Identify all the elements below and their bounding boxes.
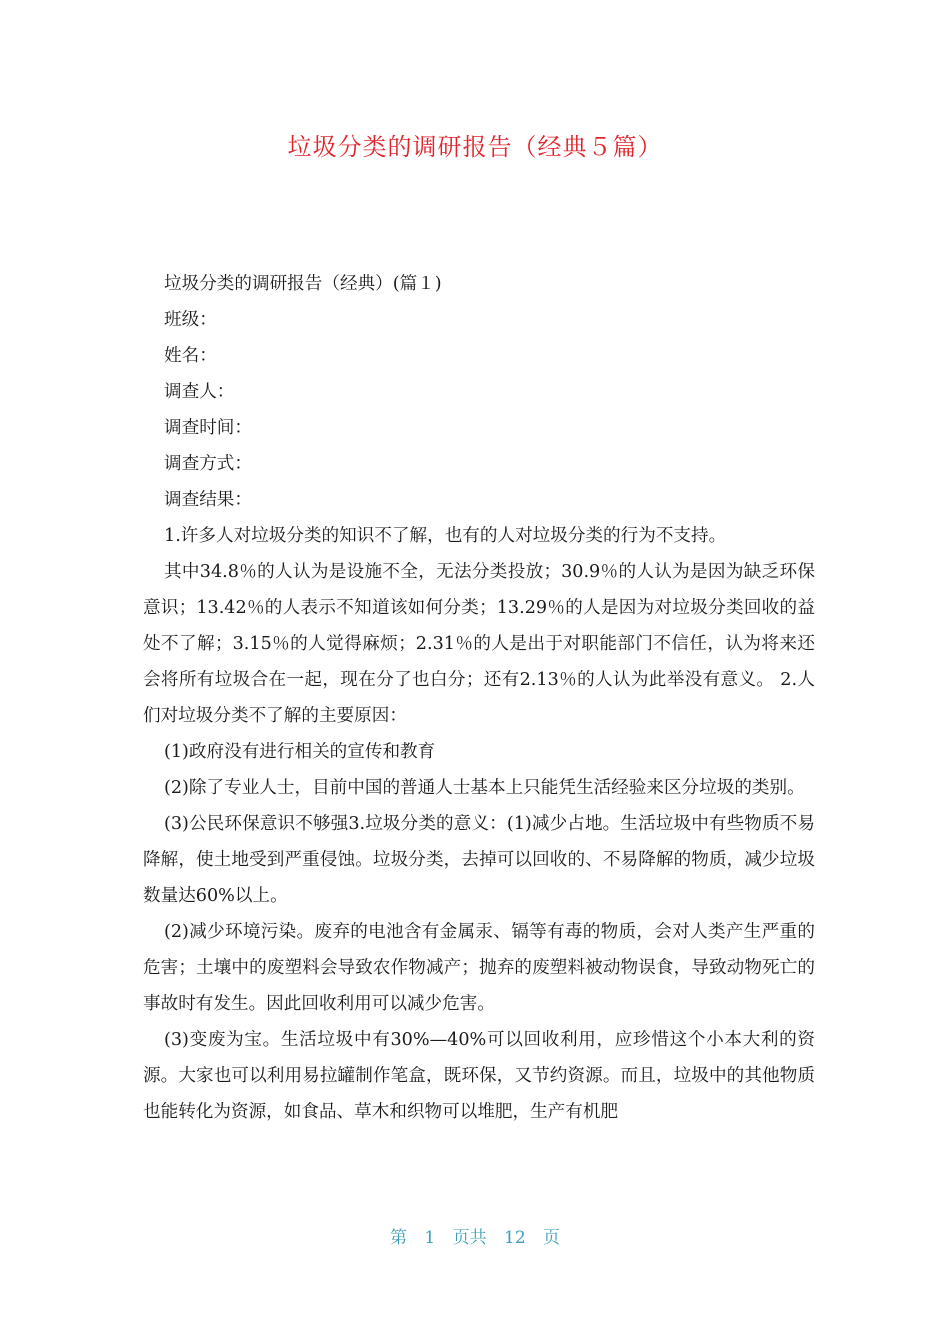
page-footer: [0, 1226, 950, 1250]
paragraph-statistics: 其中34.8％的人认为是设施不全，无法分类投放；30.9％的人认为是因为缺乏环保意识；13.42％的人表示不知道该如何分类；13.29％的人是因为对垃圾分类回收的益处不了解；3.15％的人觉得麻烦；2.31％的人是出于对职能部门不信任，认为将来还会将所有垃圾合在一起，现在分了也白分；还有2.13％的人认为此举没有意义。 2.人们对垃圾分类不了解的主要原因：: [143, 562, 815, 726]
field-investigator: 调查人：: [164, 382, 235, 402]
field-name: 姓名：: [164, 346, 217, 366]
field-class: 班级：: [164, 310, 217, 330]
document-body: [143, 266, 815, 1130]
document-title: 垃圾分类的调研报告（经典５篇）: [287, 133, 663, 161]
footer-total-pages: 12: [504, 1228, 526, 1248]
paragraph-reason-1: (1)政府没有进行相关的宣传和教育: [164, 742, 436, 762]
paragraph-meaning-3: (3)变废为宝。生活垃圾中有30%—40%可以回收利用，应珍惜这个小本大利的资源。大家也可以利用易拉罐制作笔盒，既环保，又节约资源。而且，垃圾中的其他物质也能转化为资源，如食品、草木和织物可以堆肥，生产有机肥: [143, 1030, 815, 1122]
footer-label-end: 页: [543, 1228, 561, 1248]
paragraph-finding-1: 1.许多人对垃圾分类的知识不了解，也有的人对垃圾分类的行为不支持。: [164, 526, 727, 546]
section-heading: 垃圾分类的调研报告（经典）(篇１): [164, 274, 442, 294]
footer-label-total: 页共: [452, 1228, 487, 1248]
paragraph-reason-3: (3)公民环保意识不够强3.垃圾分类的意义：(1)减少占地。生活垃圾中有些物质不易降解，使土地受到严重侵蚀。垃圾分类，去掉可以回收的、不易降解的物质，减少垃圾数量达60%以上。: [143, 814, 815, 906]
footer-current-page: 1: [424, 1228, 436, 1248]
paragraph-meaning-2: (2)减少环境污染。废弃的电池含有金属汞、镉等有毒的物质，会对人类产生严重的危害；土壤中的废塑料会导致农作物减产；抛弃的废塑料被动物误食，导致动物死亡的事故时有发生。因此回收利用可以减少危害。: [143, 922, 815, 1014]
field-survey-method: 调查方式：: [164, 454, 252, 474]
field-survey-time: 调查时间：: [164, 418, 252, 438]
footer-label-page: 第: [389, 1228, 407, 1248]
field-survey-result: 调查结果：: [164, 490, 252, 510]
paragraph-reason-2: (2)除了专业人士，目前中国的普通人士基本上只能凭生活经验来区分垃圾的类别。: [164, 778, 805, 798]
